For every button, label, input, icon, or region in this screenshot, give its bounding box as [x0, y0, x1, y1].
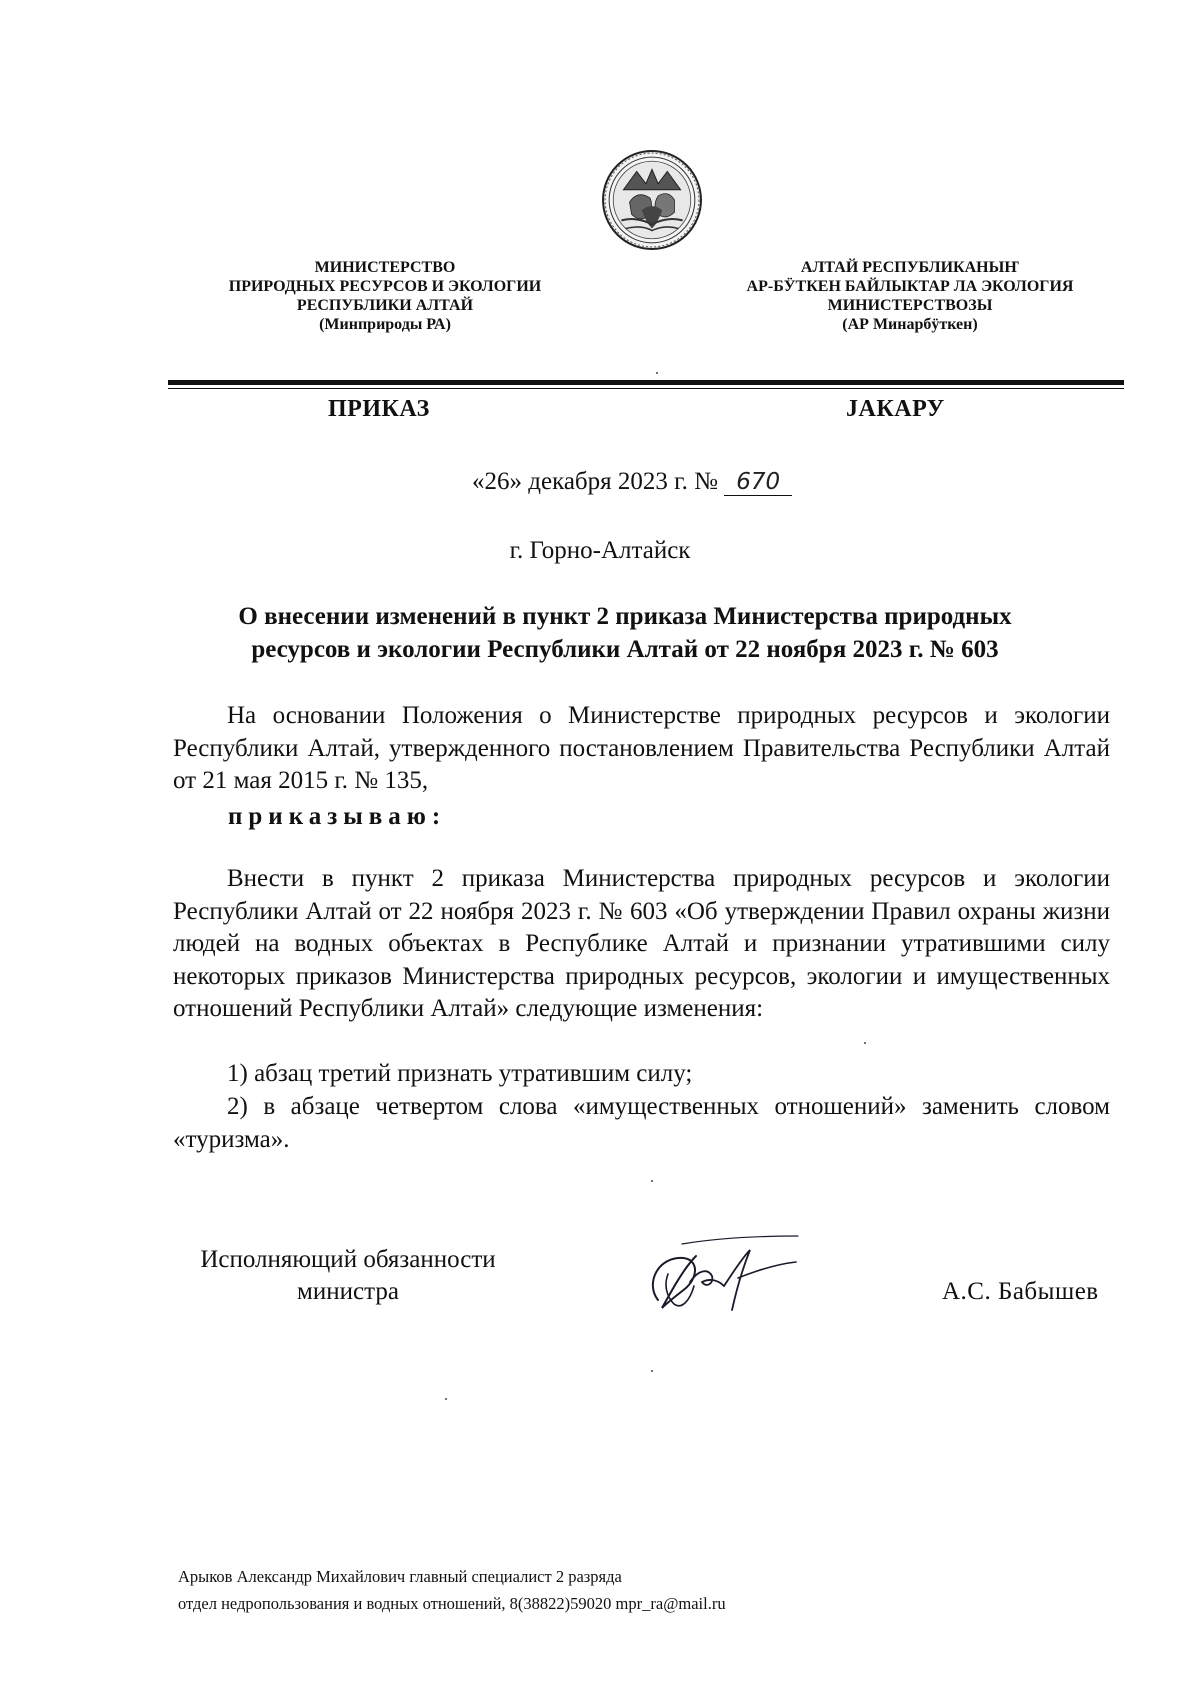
scan-speck: [651, 1180, 653, 1182]
document-title: [150, 600, 1100, 666]
basis-text: На основании Положения о Министерстве природных ресурсов и экологии Республики Алтай, утвержденного постановлением Правительства Республики Алтай от 21 мая 2015 г. № 135,: [173, 702, 1110, 794]
header-left-line2: ПРИРОДНЫХ РЕСУРСОВ И ЭКОЛОГИИ: [228, 278, 542, 295]
list-item: [173, 1058, 1110, 1091]
footer-line1: Арыков Александр Михайлович главный специалист 2 разряда: [178, 1567, 622, 1586]
footer-line2: отдел недропользования и водных отношений, 8(38822)59020 mpr_ra@mail.ru: [178, 1594, 726, 1613]
title-line1: О внесении изменений в пункт 2 приказа Министерства природных: [238, 603, 1012, 630]
ministry-header-altai: [700, 258, 1120, 334]
executor-footer: [178, 1563, 726, 1617]
list-item: [173, 1091, 1110, 1156]
doc-type-altai: JАКАРУ: [846, 396, 945, 422]
basis-paragraph: [173, 700, 1110, 798]
header-divider-thick: [168, 380, 1124, 385]
item-1-text: 1) абзац третий признать утратившим силу;: [227, 1060, 693, 1087]
scan-speck: [656, 372, 658, 374]
order-number: 670: [724, 469, 792, 496]
position-line2: министра: [297, 1278, 399, 1305]
signatory-name: А.С. Бабышев: [942, 1278, 1099, 1305]
header-right-line2: АР-БӰТКЕН БАЙЛЫКТАР ЛА ЭКОЛОГИЯ: [746, 278, 1074, 295]
doc-type-russian: ПРИКАЗ: [328, 396, 430, 422]
order-date: «26» декабря 2023 г. №: [472, 468, 718, 495]
header-divider-thin: [168, 388, 1124, 389]
handwritten-signature-icon: [638, 1230, 808, 1320]
scan-speck: [651, 1370, 653, 1372]
header-left-line1: МИНИСТЕРСТВО: [314, 259, 456, 276]
header-right-line1: АЛТАЙ РЕСПУБЛИКАНЫҤ: [800, 259, 1020, 276]
ministry-header-russian: [190, 258, 580, 334]
item-2-text: 2) в абзаце четвертом слова «имущественных отношений» заменить словом «туризма».: [173, 1093, 1110, 1153]
title-line2: ресурсов и экологии Республики Алтай от 22 ноября 2023 г. № 603: [251, 636, 999, 663]
city: г. Горно-Алтайск: [509, 537, 691, 564]
header-right-line4: (АР Минарбӱткен): [842, 316, 978, 333]
date-and-number: [472, 468, 792, 496]
coat-of-arms-emblem-icon: [601, 148, 703, 252]
position-line1: Исполняющий обязанности: [200, 1246, 496, 1273]
scan-speck: [864, 1042, 866, 1044]
main-paragraph: [173, 863, 1110, 1026]
signatory-position: [173, 1244, 523, 1308]
main-text: Внести в пункт 2 приказа Министерства природных ресурсов и экологии Республики Алтай от 22 ноября 2023 г. № 603 «Об утверждении Правил охраны жизни людей на водных объектах в Республике Алтай и признании утратившими силу некоторых приказов Министерства природных ресурсов, экологии и имущественных отношений Республики Алтай» следующие изменения:: [173, 865, 1110, 1022]
order-word: приказываю:: [228, 803, 447, 830]
header-left-line4: (Минприроды РА): [319, 316, 451, 333]
header-right-line3: МИНИСТЕРСТВОЗЫ: [827, 297, 993, 314]
scan-speck: [445, 1398, 447, 1400]
header-left-line3: РЕСПУБЛИКИ АЛТАЙ: [296, 297, 474, 314]
